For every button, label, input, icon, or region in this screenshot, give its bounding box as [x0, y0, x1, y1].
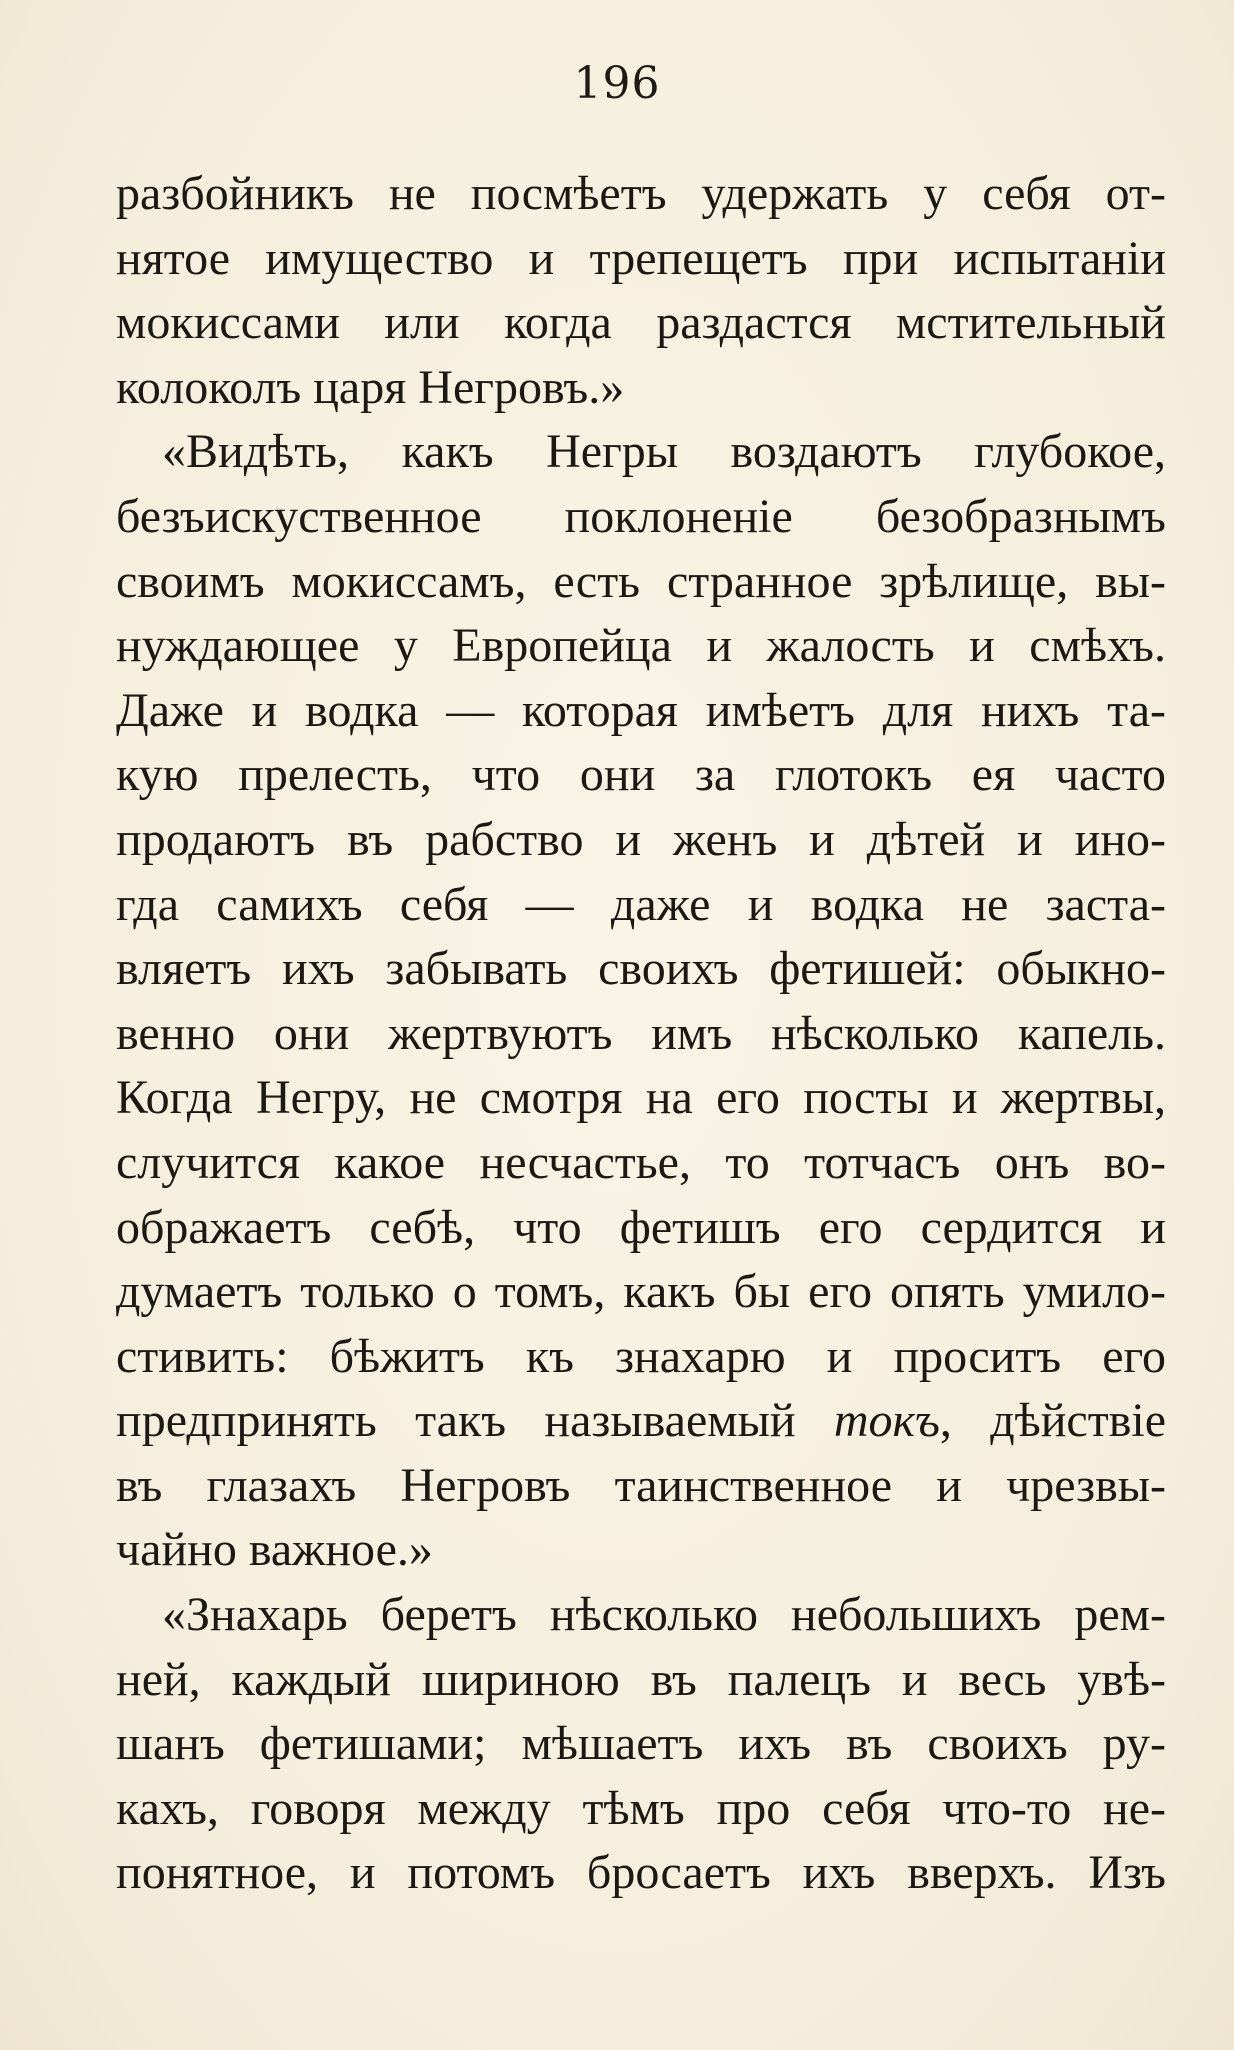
text-line: думаетъ только о томъ, какъ бы его опять умило-	[116, 1265, 1166, 1319]
text-line: кахъ, говоря между тѣмъ про себя что-то не-	[116, 1781, 1166, 1835]
text-line: своимъ мокиссамъ, есть странное зрѣлище, вы-	[116, 554, 1166, 608]
text-line: мокиссами или когда раздастся мстительный	[116, 296, 1166, 350]
text-line: случится какое несчастье, то тотчасъ онъ во-	[116, 1135, 1166, 1189]
text-segment: , дѣйствіе	[939, 1394, 1166, 1448]
text-line: понятное, и потомъ бросаетъ ихъ вверхъ. Изъ	[116, 1846, 1166, 1900]
text-line: стивить: бѣжитъ къ знахарю и проситъ его	[116, 1329, 1166, 1383]
text-line: продаютъ въ рабство и женъ и дѣтей и ино-	[116, 812, 1166, 866]
text-line: венно они жертвуютъ имъ нѣсколько капель.	[116, 1006, 1166, 1060]
text-segment: предпринять такъ называемый	[116, 1394, 834, 1448]
text-line: безъискуственное поклоненіе безобразнымъ	[116, 489, 1166, 543]
body-text	[116, 162, 1166, 1906]
text-line: вляетъ ихъ забывать своихъ фетишей: обыкно-	[116, 942, 1166, 996]
text-line: гда самихъ себя — даже и водка не заста-	[116, 877, 1166, 931]
text-line: ображаетъ себѣ, что фетишъ его сердится и	[116, 1200, 1166, 1254]
text-line: шанъ фетишами; мѣшаетъ ихъ въ своихъ ру-	[116, 1717, 1166, 1771]
emphasized-word: токъ	[833, 1394, 940, 1448]
text-line: «Знахарь беретъ нѣсколько небольшихъ рем-	[162, 1588, 1166, 1642]
text-line: чайно важное.»	[116, 1523, 433, 1577]
text-line: колоколъ царя Негровъ.»	[116, 360, 625, 414]
text-line: ней, каждый шириною въ палецъ и весь увѣ-	[116, 1652, 1166, 1706]
text-line: кую прелесть, что они за глотокъ ея часто	[116, 748, 1166, 802]
text-line-with-emphasis	[116, 1389, 1166, 1454]
text-line: въ глазахъ Негровъ таинственное и чрезвы-	[116, 1458, 1166, 1512]
text-line: разбойникъ не посмѣетъ удержать у себя от-	[116, 167, 1166, 220]
text-line: Когда Негру, не смотря на его посты и жертвы,	[116, 1071, 1166, 1125]
text-line: «Видѣть, какъ Негры воздаютъ глубокое,	[162, 425, 1166, 479]
text-line: нуждающее у Европейца и жалость и смѣхъ.	[116, 619, 1166, 673]
page-number: 196	[573, 58, 661, 109]
text-line: Даже и водка — которая имѣетъ для нихъ та-	[116, 683, 1166, 737]
text-line: нятое имущество и трепещетъ при испытаніи	[116, 231, 1166, 285]
